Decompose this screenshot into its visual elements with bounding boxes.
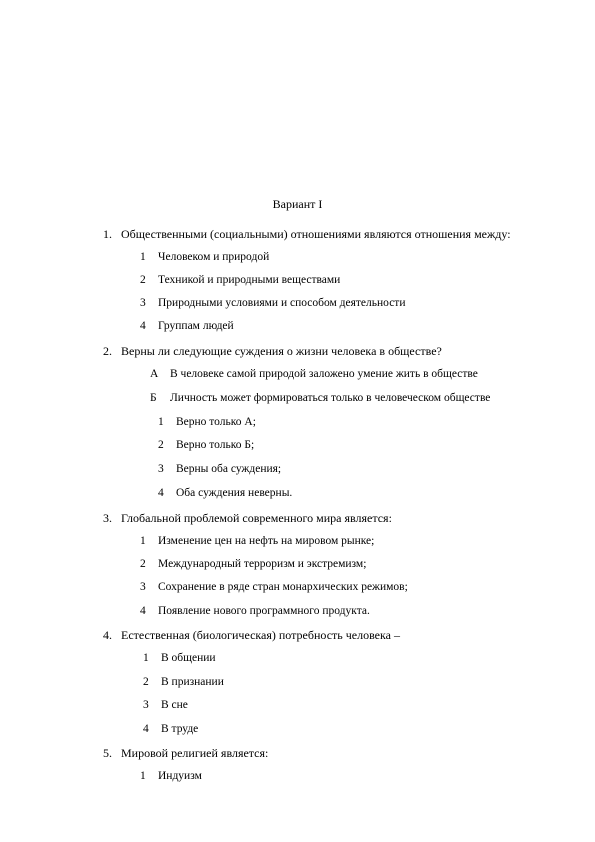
option-text: Человеком и природой	[158, 251, 270, 263]
question-text: Глобальной проблемой современного мира является:	[121, 511, 392, 525]
option	[143, 676, 224, 688]
page-title: Вариант I	[272, 197, 323, 211]
option-number: 1	[140, 251, 146, 263]
option-text: Появление нового программного продукта.	[158, 605, 370, 617]
option	[143, 699, 188, 711]
statement	[150, 392, 490, 404]
option	[140, 605, 370, 617]
option-text: В сне	[161, 699, 188, 711]
question-number: 1.	[103, 227, 112, 241]
question-3	[103, 511, 392, 526]
option	[140, 558, 366, 570]
option	[158, 439, 254, 451]
question-number: 5.	[103, 746, 112, 760]
option	[140, 581, 408, 593]
option-number: 1	[140, 535, 146, 547]
option	[140, 274, 340, 286]
option-number: 4	[143, 723, 149, 735]
option-text: Группам людей	[158, 320, 234, 332]
option-number: 1	[140, 770, 146, 782]
option	[140, 535, 374, 547]
option-text: В признании	[161, 676, 224, 688]
question-text: Естественная (биологическая) потребность человека –	[121, 628, 400, 642]
option	[158, 487, 292, 499]
option-number: 1	[143, 652, 149, 664]
option	[143, 652, 216, 664]
option-number: 4	[140, 320, 146, 332]
option-number: 1	[158, 416, 164, 428]
option	[140, 320, 234, 332]
option-number: 2	[158, 439, 164, 451]
option-text: Верны оба суждения;	[176, 463, 282, 475]
option-text: Природными условиями и способом деятельности	[158, 297, 406, 309]
question-number: 4.	[103, 628, 112, 642]
option	[140, 297, 406, 309]
option-text: Техникой и природными веществами	[158, 274, 341, 286]
question-1	[103, 227, 511, 242]
question-number: 3.	[103, 511, 112, 525]
question-4	[103, 628, 400, 643]
option-number: 3	[140, 581, 146, 593]
option-text: Сохранение в ряде стран монархических режимов;	[158, 581, 408, 593]
statement-letter: А	[150, 368, 159, 380]
option-text: Оба суждения неверны.	[176, 487, 293, 499]
question-text: Общественными (социальными) отношениями являются отношения между:	[121, 227, 511, 241]
question-number: 2.	[103, 344, 112, 358]
option-number: 3	[140, 297, 146, 309]
option-text: Изменение цен на нефть на мировом рынке;	[158, 535, 375, 547]
question-text: Верны ли следующие суждения о жизни человека в обществе?	[121, 344, 442, 358]
option	[143, 723, 198, 735]
option-text: В труде	[161, 723, 199, 735]
option-number: 4	[140, 605, 146, 617]
option-number: 3	[158, 463, 164, 475]
option	[158, 416, 256, 428]
option	[140, 251, 269, 263]
option-number: 2	[140, 558, 146, 570]
option-number: 4	[158, 487, 164, 499]
option-text: Международный терроризм и экстремизм;	[158, 558, 367, 570]
option-number: 3	[143, 699, 149, 711]
option-text: Верно только А;	[176, 416, 256, 428]
option-number: 2	[143, 676, 149, 688]
option	[140, 770, 202, 782]
statement	[150, 368, 478, 380]
option-text: Индуизм	[158, 770, 202, 782]
question-2	[103, 344, 442, 359]
option	[158, 463, 281, 475]
question-5	[103, 746, 268, 761]
statement-text: Личность может формироваться только в человеческом обществе	[170, 392, 491, 404]
statement-letter: Б	[150, 392, 157, 404]
option-text: Верно только Б;	[176, 439, 255, 451]
option-text: В общении	[161, 652, 216, 664]
option-number: 2	[140, 274, 146, 286]
statement-text: В человеке самой природой заложено умение жить в обществе	[170, 368, 478, 380]
question-text: Мировой религией является:	[121, 746, 269, 760]
